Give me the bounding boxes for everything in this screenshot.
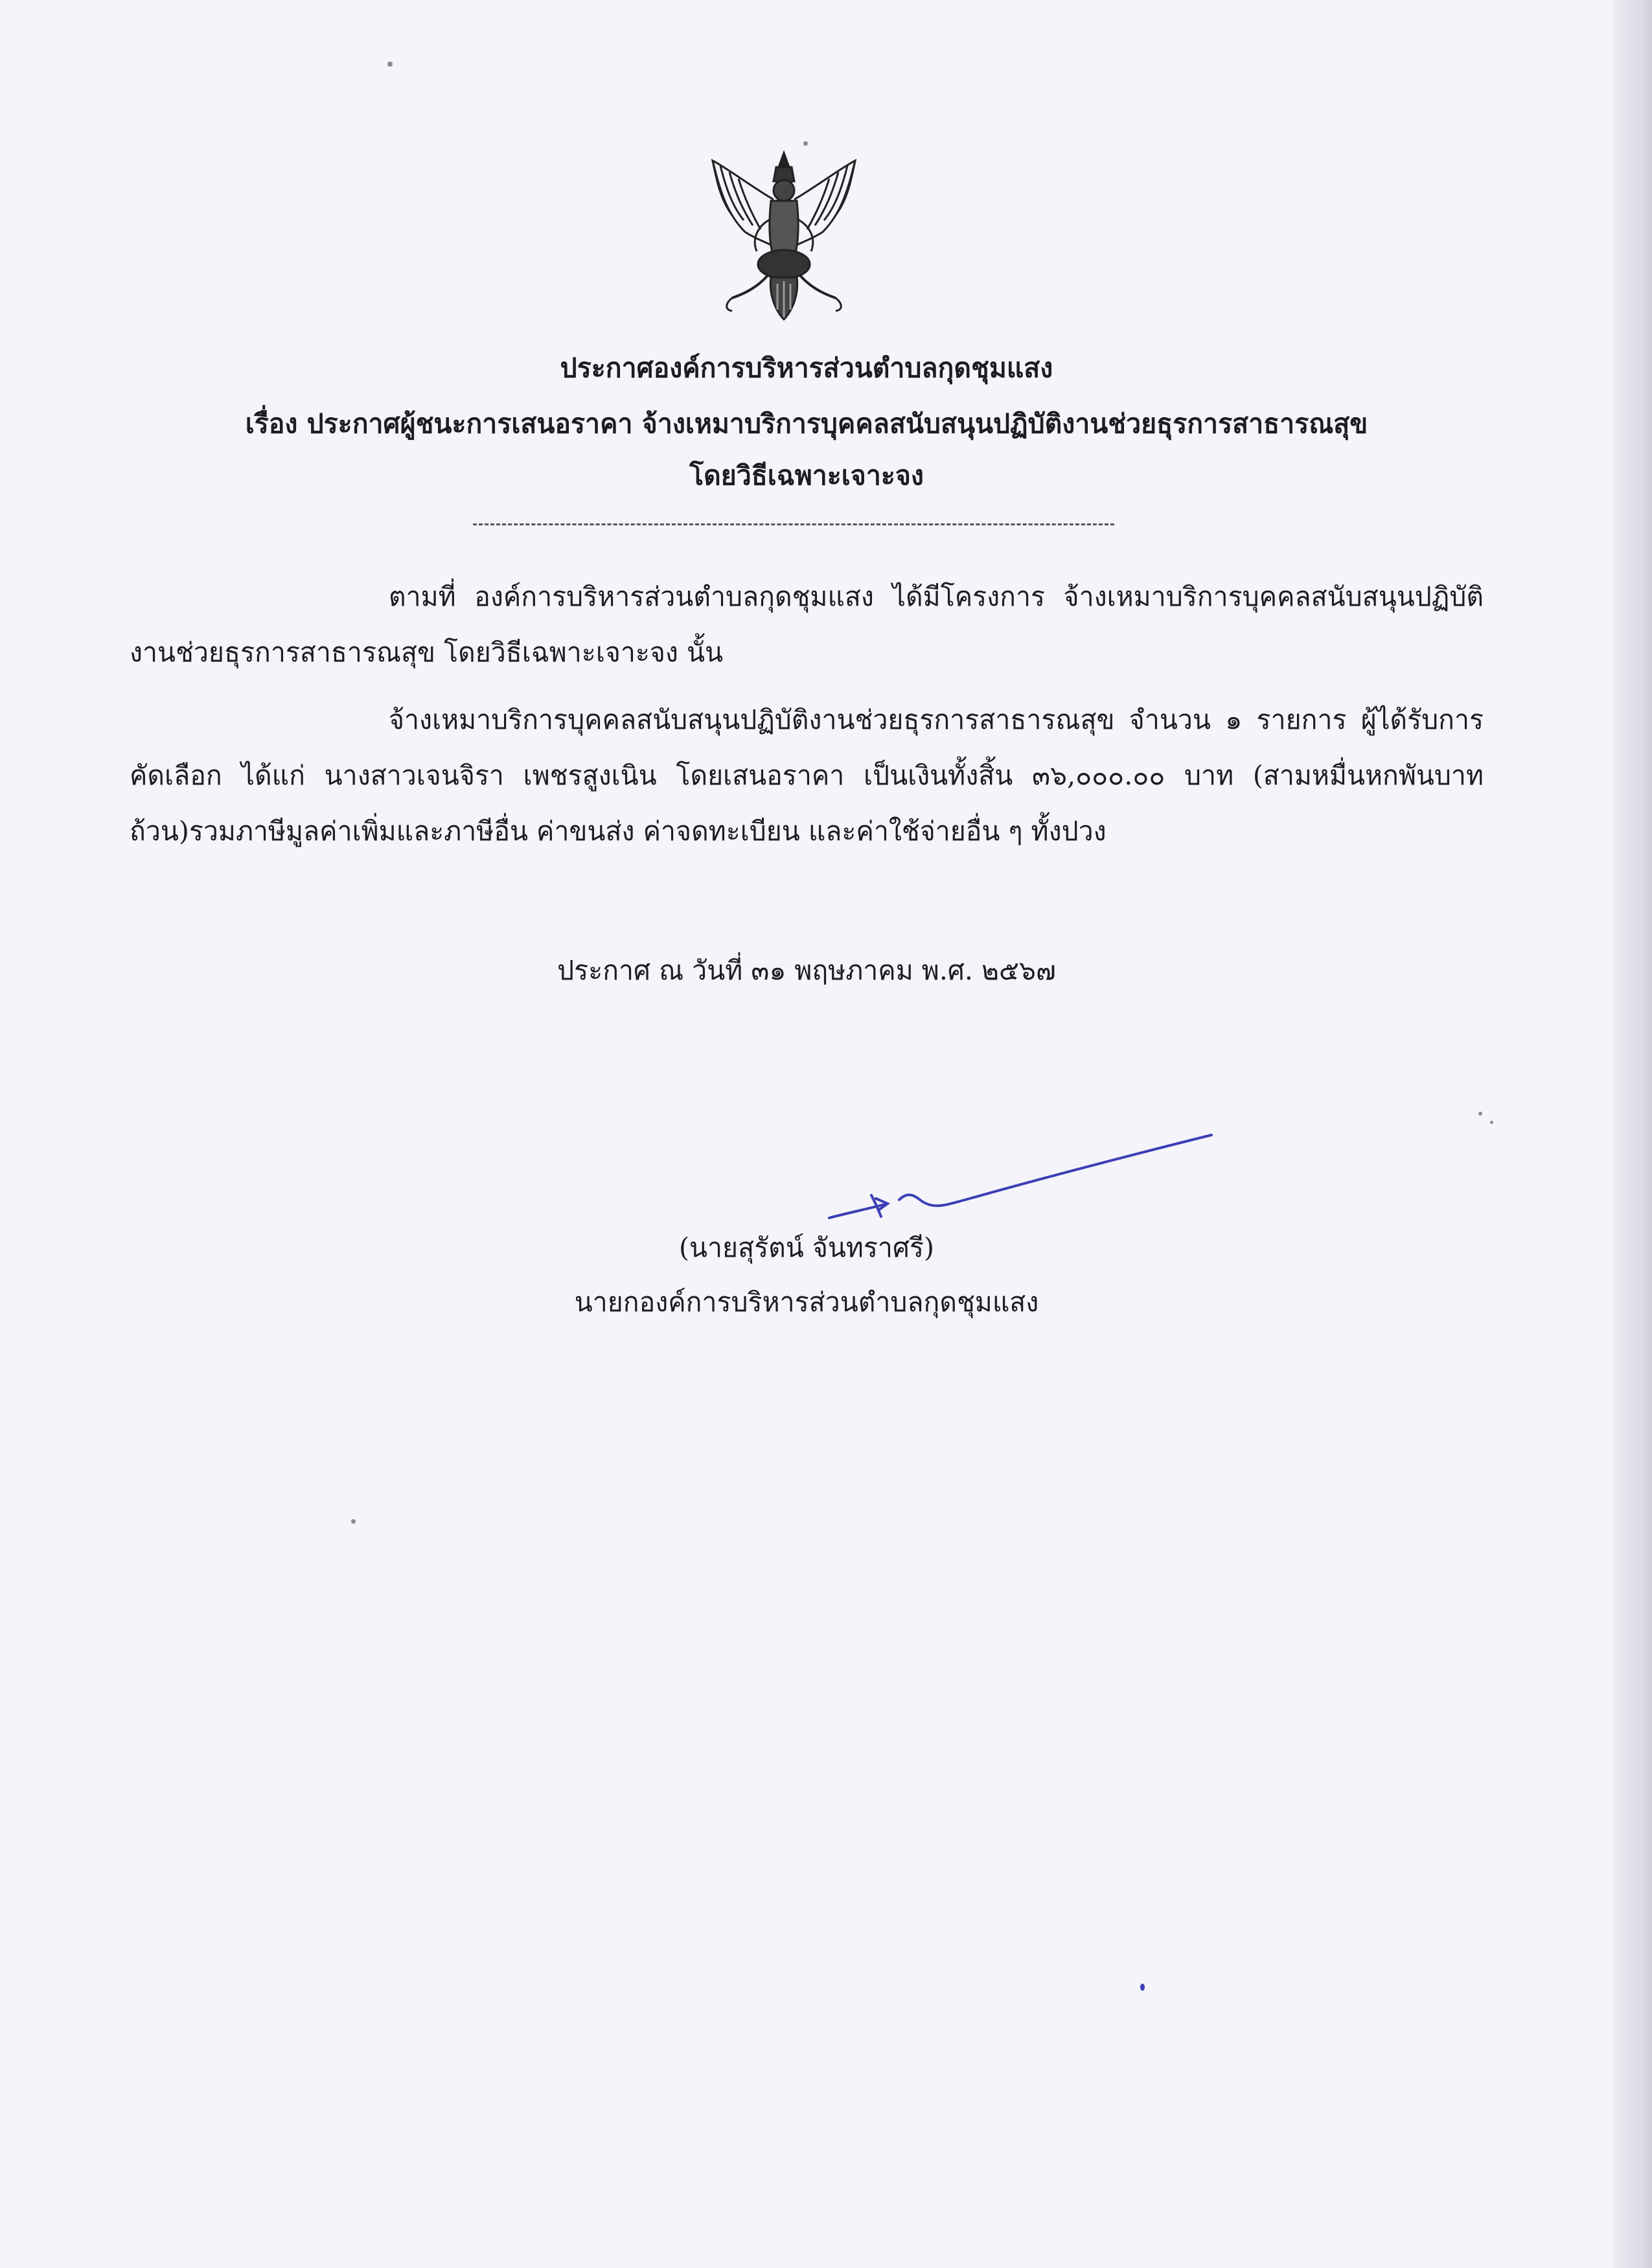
signatory-position: นายกองค์การบริหารส่วนตำบลกุดชุมแสง (574, 1287, 1039, 1318)
scan-speck (803, 141, 808, 146)
scan-speck (1140, 1984, 1145, 1991)
garuda-emblem-icon (706, 148, 862, 323)
announcement-method: โดยวิธีเฉพาะเจาะจง (689, 460, 924, 491)
scan-speck (387, 62, 393, 67)
announcement-date: ประกาศ ณ วันที่ ๓๑ พฤษภาคม พ.ศ. ๒๕๖๗ (557, 955, 1056, 986)
handwritten-signature-icon (816, 1127, 1218, 1224)
announcement-title: ประกาศองค์การบริหารส่วนตำบลกุดชุมแสง (560, 352, 1053, 384)
header-separator (473, 523, 1114, 525)
scan-speck (1478, 1112, 1482, 1116)
paragraph-winner: จ้างเหมาบริการบุคคลสนับสนุนปฏิบัติงานช่วยธุรการสาธารณสุข จำนวน ๑ รายการ ผู้ได้รับการคัดเลือก ได้แก่ นางสาวเจนจิรา เพชรสูงเนิน โดยเสนอราคา เป็นเงินทั้งสิ้น ๓๖,๐๐๐.๐๐ บาท (สามหมื่นหกพันบาทถ้วน)รวมภาษีมูลค่าเพิ่มและภาษีอื่น ค่าขนส่ง ค่าจดทะเบียน และค่าใช้จ่ายอื่น ๆ ทั้งปวง (130, 704, 1484, 847)
signatory-name: (นายสุรัตน์ จันทราศรี) (679, 1232, 934, 1263)
scan-edge (1613, 0, 1652, 2268)
announcement-subject: เรื่อง ประกาศผู้ชนะการเสนอราคา จ้างเหมาบริการบุคคลสนับสนุนปฏิบัติงานช่วยธุรการสาธารณสุข (245, 408, 1368, 439)
scan-speck (351, 1519, 356, 1524)
scan-speck (1490, 1121, 1493, 1124)
paragraph-project: ตามที่ องค์การบริหารส่วนตำบลกุดชุมแสง ได้มีโครงการ จ้างเหมาบริการบุคคลสนับสนุนปฏิบัติงานช่วยธุรการสาธารณสุข โดยวิธีเฉพาะเจาะจง นั้น (130, 581, 1484, 668)
